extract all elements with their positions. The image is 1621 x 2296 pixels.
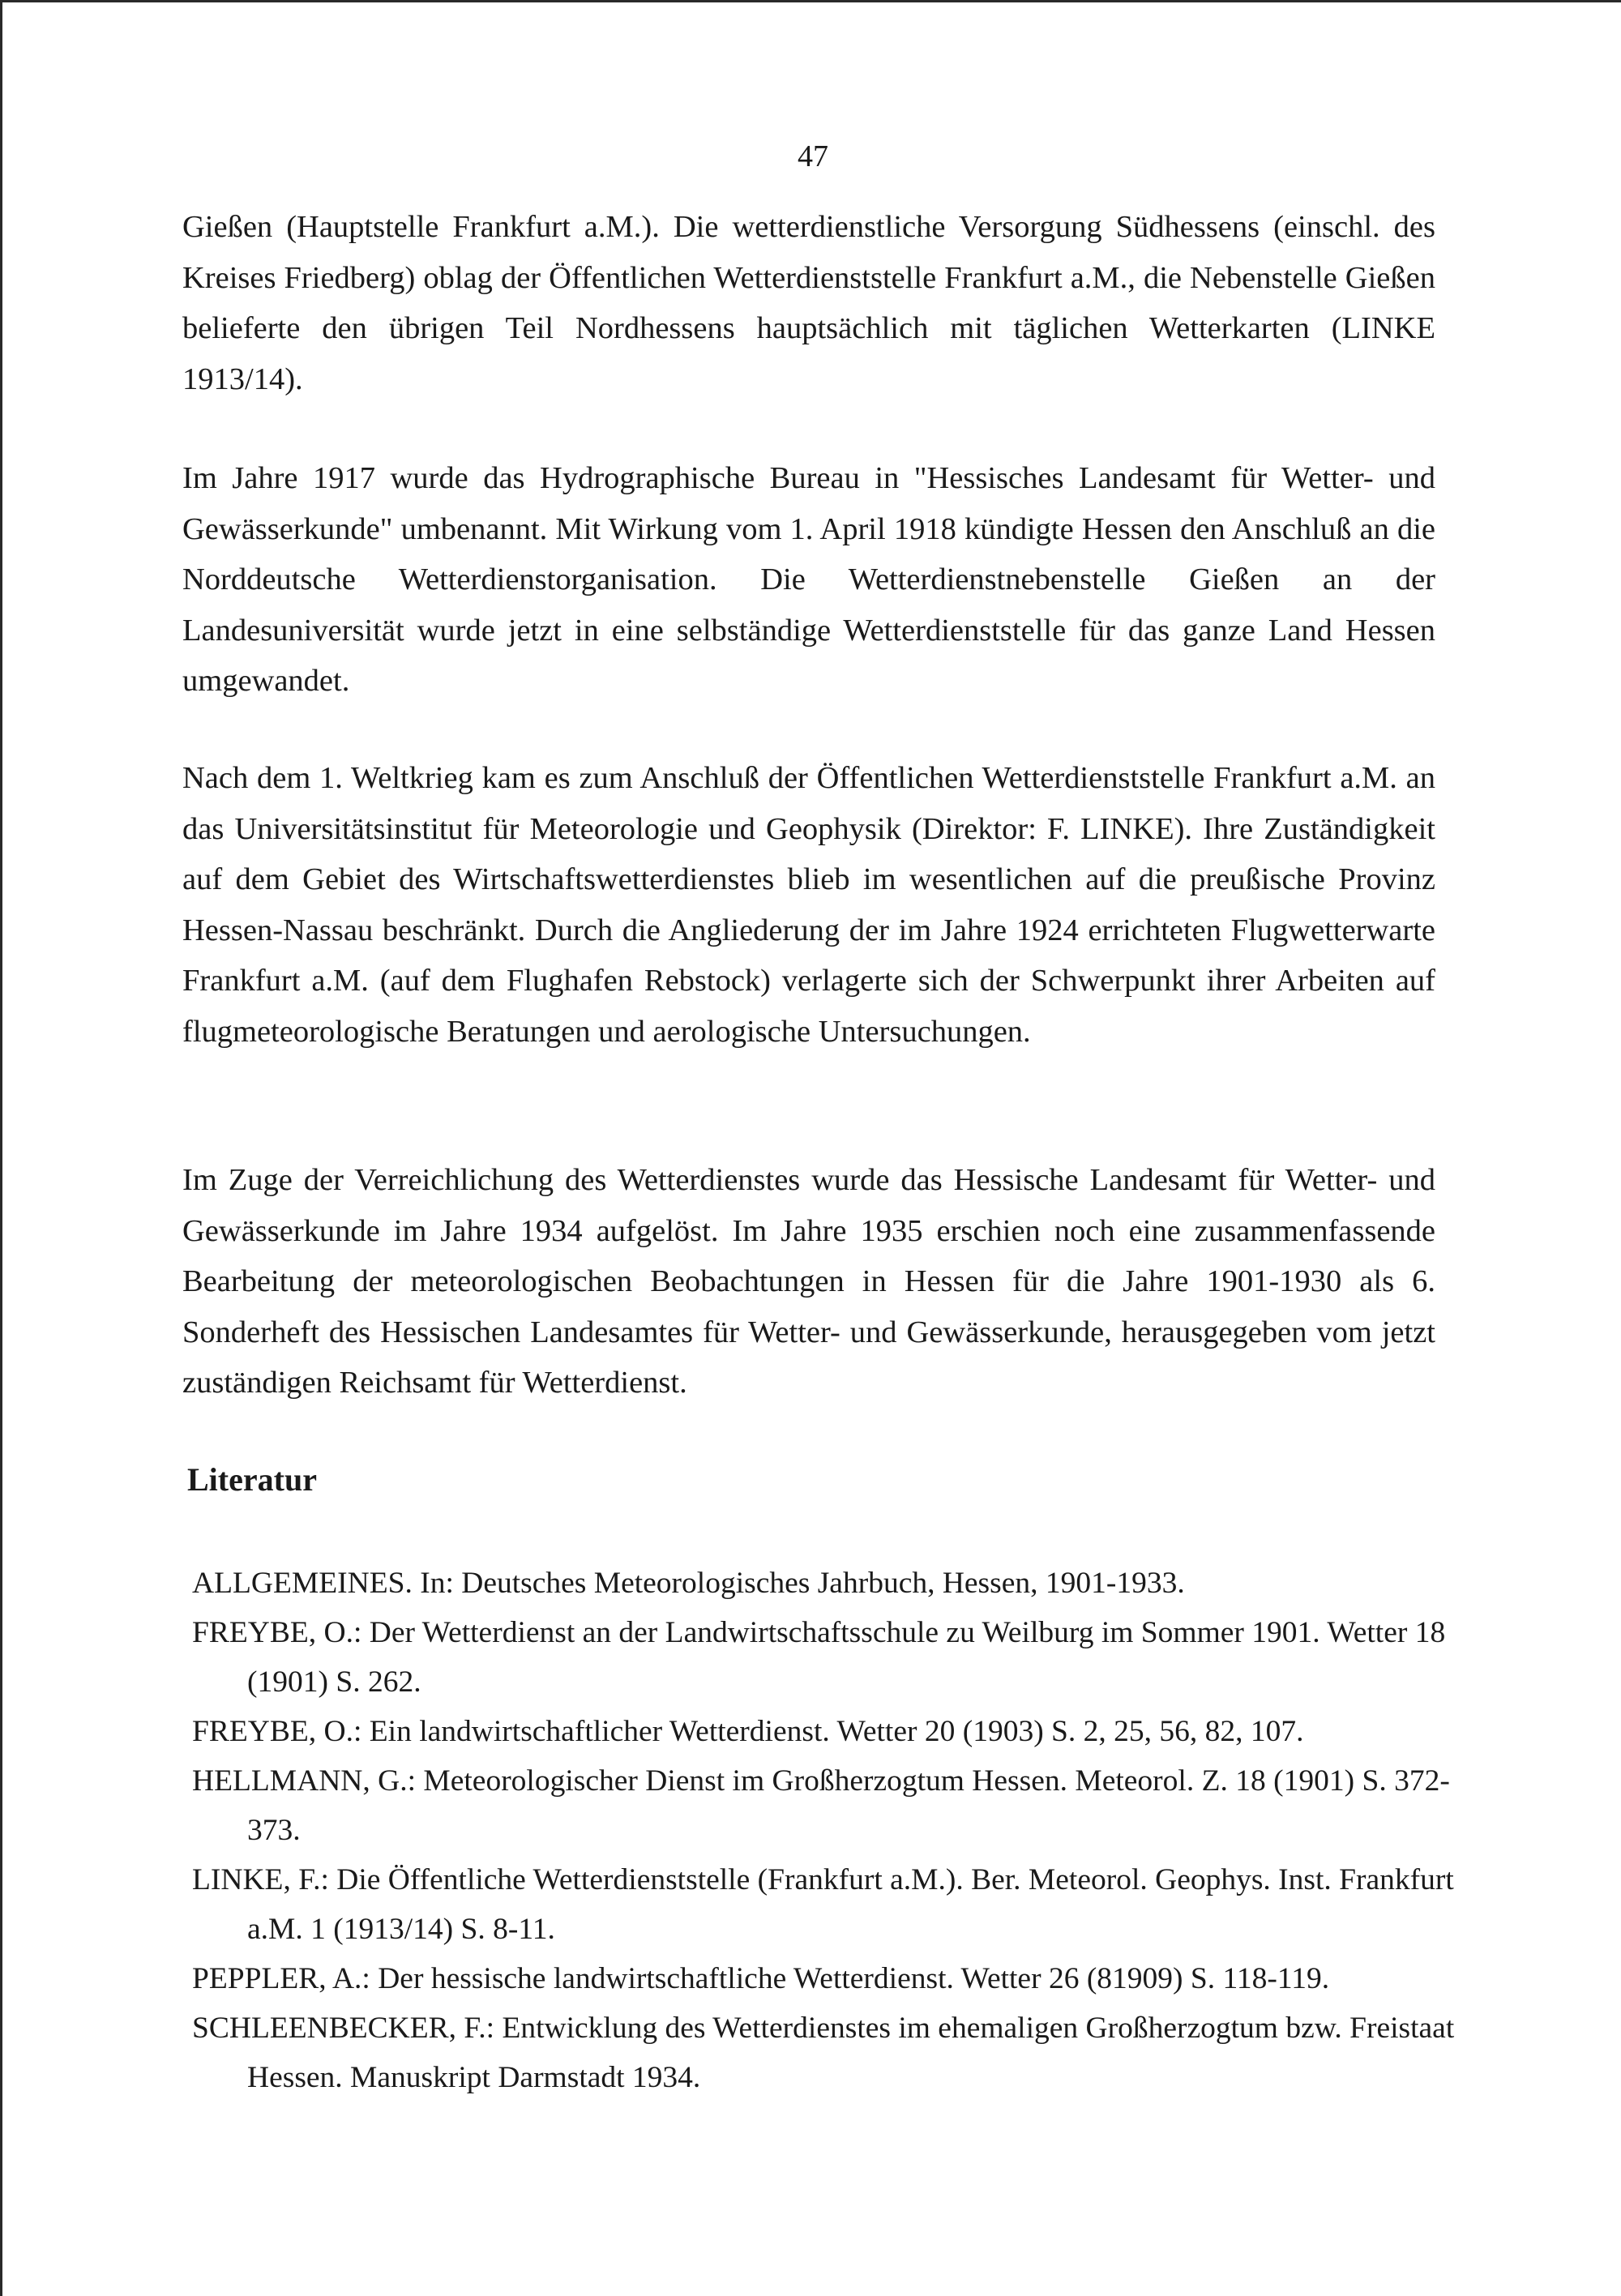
- paragraph-4: Im Zuge der Verreichlichung des Wetterdienstes wurde das Hessische Landesamt für Wetter- und Gewässerkunde im Jahre 1934 aufgelöst. Im Jahre 1935 erschien noch eine zusammenfassende Bearbeitung der meteorologischen Beobachtungen in Hessen für die Jahre 1901-1930 als 6. Sonderheft des Hessischen Landesamtes für Wetter- und Gewässerkunde, herausgegeben vom jetzt zuständigen Reichsamt für Wetterdienst.: [182, 1163, 1435, 1400]
- paragraph-2: Im Jahre 1917 wurde das Hydrographische Bureau in "Hessisches Landesamt für Wetter- und Gewässerkunde" umbenannt. Mit Wirkung vom 1. April 1918 kündigte Hessen den Anschluß an die Norddeutsche Wetterdienstorganisation. Die Wetterdienstnebenstelle Gießen an der Landesuniversität wurde jetzt in eine selbständige Wetterdienststelle für das ganze Land Hessen umgewandet.: [182, 461, 1435, 698]
- reference-item: FREYBE, O.: Ein landwirtschaftlicher Wetterdienst. Wetter 20 (1903) S. 2, 25, 56, 82, 107.: [192, 1715, 1304, 1748]
- page-number: 47: [798, 139, 828, 173]
- paragraph-3: Nach dem 1. Weltkrieg kam es zum Anschluß der Öffentlichen Wetterdienststelle Frankfurt a.M. an das Universitätsinstitut für Meteorologie und Geophysik (Direktor: F. LINKE). Ihre Zuständigkeit auf dem Gebiet des Wirtschaftswetterdienstes blieb im wesentlichen auf die preußische Provinz Hessen-Nassau beschränkt. Durch die Angliederung der im Jahre 1924 errichteten Flugwetterwarte Frankfurt a.M. (auf dem Flughafen Rebstock) verlagerte sich der Schwerpunkt ihrer Arbeiten auf flugmeteorologische Beratungen und aerologische Untersuchungen.: [182, 761, 1435, 1049]
- reference-list: [192, 1558, 1456, 2102]
- reference-item: SCHLEENBECKER, F.: Entwicklung des Wetterdienstes im ehemaligen Großherzogtum bzw. Freistaat Hessen. Manuskript Darmstadt 1934.: [192, 2012, 1455, 2094]
- reference-item: FREYBE, O.: Der Wetterdienst an der Landwirtschaftsschule zu Weilburg im Sommer 1901. Wetter 18 (1901) S. 262.: [192, 1616, 1446, 1699]
- reference-item: LINKE, F.: Die Öffentliche Wetterdienststelle (Frankfurt a.M.). Ber. Meteorol. Geophys. Inst. Frankfurt a.M. 1 (1913/14) S. 8-11.: [192, 1863, 1454, 1946]
- reference-item: PEPPLER, A.: Der hessische landwirtschaftliche Wetterdienst. Wetter 26 (81909) S. 118-119.: [192, 1962, 1330, 1995]
- reference-item: ALLGEMEINES. In: Deutsches Meteorologisches Jahrbuch, Hessen, 1901-1933.: [192, 1567, 1185, 1600]
- paragraph-1: Gießen (Hauptstelle Frankfurt a.M.). Die wetterdienstliche Versorgung Südhessens (einschl. des Kreises Friedberg) oblag der Öffentlichen Wetterdienststelle Frankfurt a.M., die Nebenstelle Gießen belieferte den übrigen Teil Nordhessens hauptsächlich mit täglichen Wetterkarten (LINKE 1913/14).: [182, 210, 1435, 396]
- literature-heading: Literatur: [187, 1461, 317, 1498]
- reference-item: HELLMANN, G.: Meteorologischer Dienst im Großherzogtum Hessen. Meteorol. Z. 18 (1901) S. 372-373.: [192, 1764, 1450, 1847]
